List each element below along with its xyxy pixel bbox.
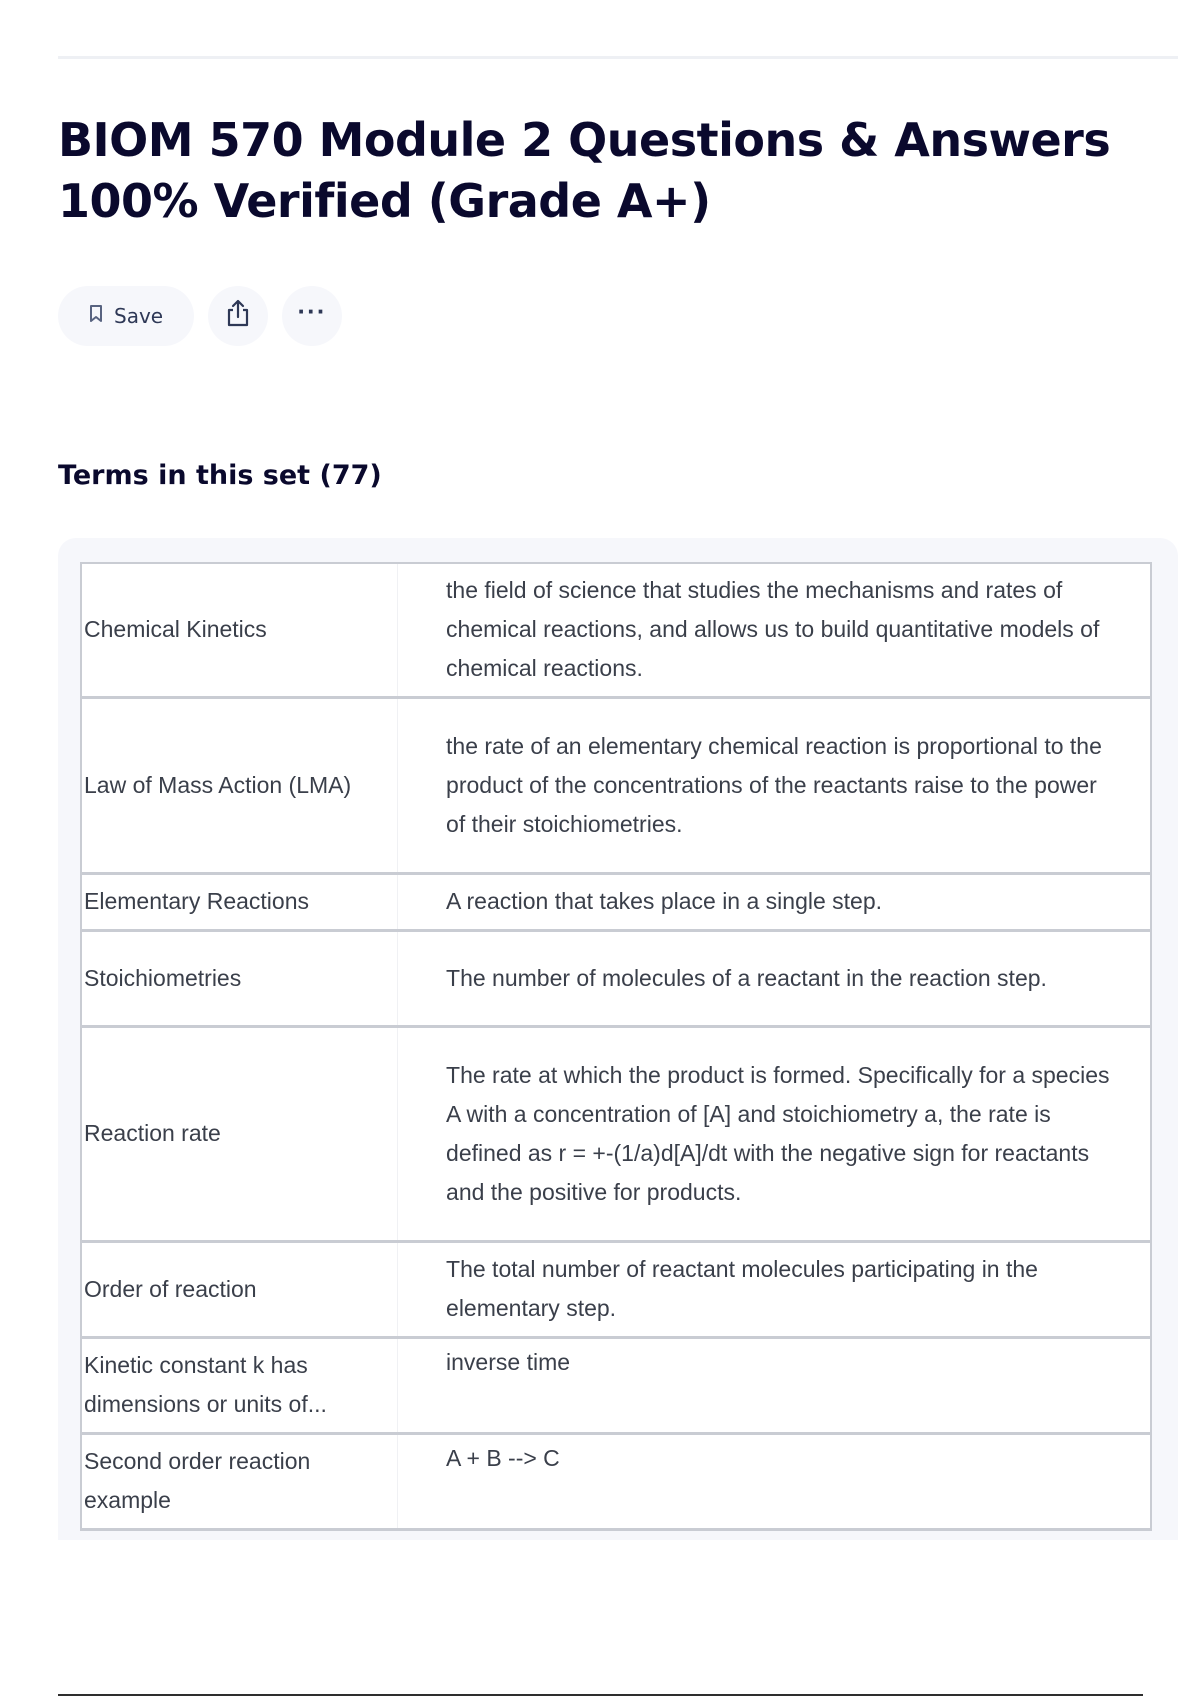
definition-cell: A reaction that takes place in a single step. [446,888,883,914]
term-cell: Kinetic constant k has dimensions or units of... [81,1337,398,1433]
bookmark-icon [88,304,104,329]
table-row [81,930,1151,1026]
save-label: Save [114,304,164,328]
terms-heading: Terms in this set (77) [58,460,382,491]
bottom-divider [58,1694,1143,1696]
terms-table [80,562,1152,1531]
term-cell: Stoichiometries [81,930,398,1026]
definition-cell: the field of science that studies the mechanisms and rates of chemical reactions, and allows us to build quantitative models of chemical reactions. [446,577,1100,682]
table-row [81,563,1151,697]
definition-cell: inverse time [446,1348,571,1375]
table-row [81,1433,1151,1529]
definition-cell: the rate of an elementary chemical reaction is proportional to the product of the concentrations of the reactants raise to the power of their stoichiometries. [446,732,1102,837]
top-divider [58,56,1178,59]
definition-cell: The number of molecules of a reactant in the reaction step. [446,964,1047,991]
term-cell: Reaction rate [81,1026,398,1241]
term-cell: Chemical Kinetics [81,563,398,697]
term-cell: Elementary Reactions [81,873,398,930]
term-cell: Order of reaction [81,1241,398,1337]
page-title: BIOM 570 Module 2 Questions & Answers 100% Verified (Grade A+) [58,113,1111,228]
definition-cell: The rate at which the product is formed. Specifically for a species A with a concentration of [A] and stoichiometry a, the rate is defined as r = +-(1/a)d[A]/dt with the negative sign for reactants and the positive for products. [446,1061,1110,1205]
term-cell: Second order reaction example [81,1433,398,1529]
more-options-button[interactable] [282,286,342,346]
term-cell: Law of Mass Action (LMA) [81,697,398,873]
table-row [81,1241,1151,1337]
share-button[interactable] [208,286,268,346]
table-row [81,873,1151,930]
action-bar [58,286,342,346]
table-row [81,1337,1151,1433]
table-row [81,1026,1151,1241]
save-button[interactable] [58,286,194,346]
share-icon [224,298,252,334]
definition-cell: A + B --> C [446,1444,560,1471]
more-icon: ··· [297,296,327,326]
table-row [81,697,1151,873]
definition-cell: The total number of reactant molecules participating in the elementary step. [446,1256,1038,1321]
